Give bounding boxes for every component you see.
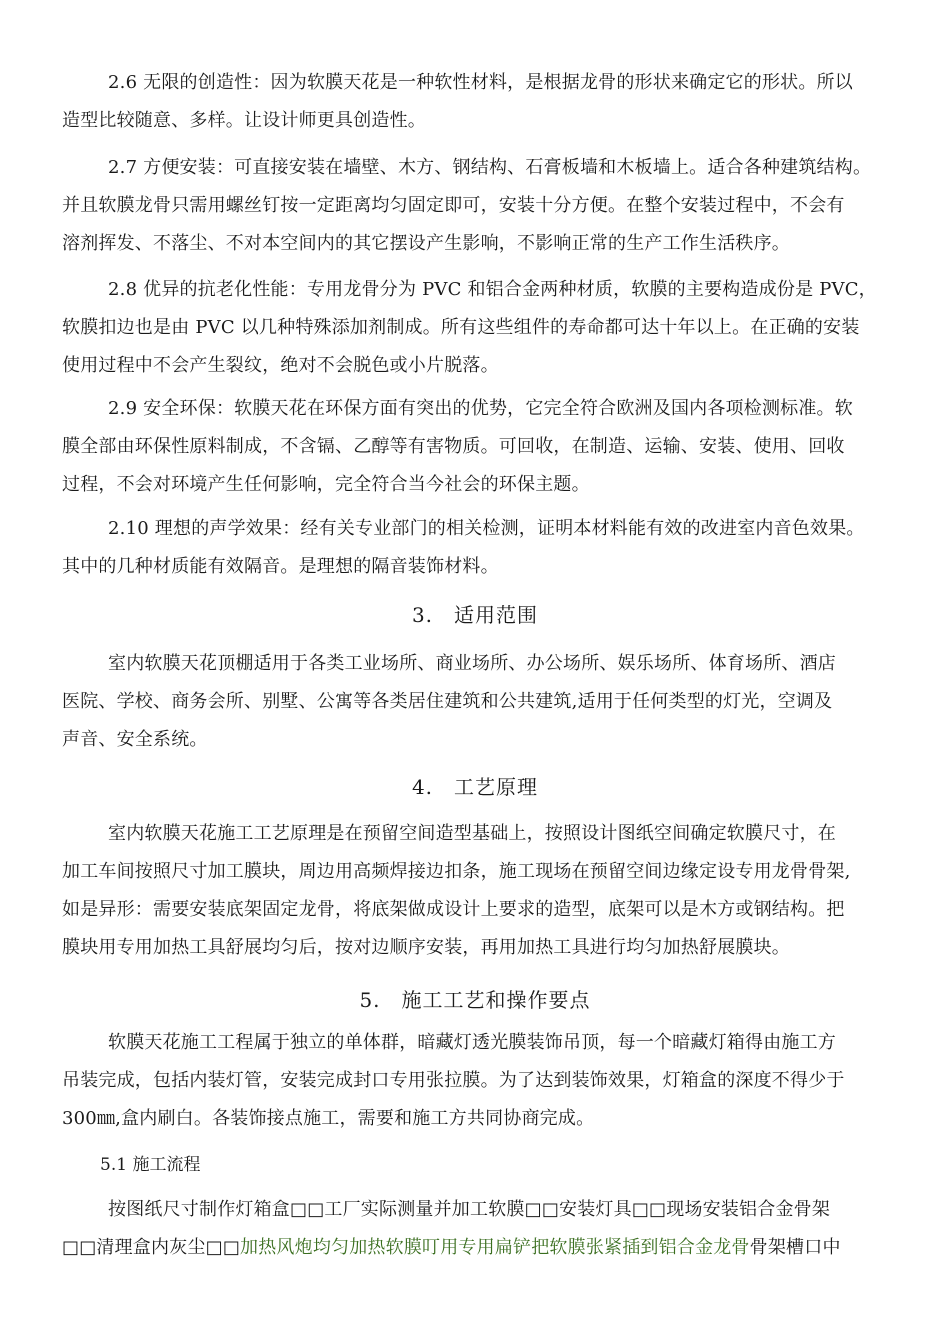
text-line: 吊装完成，包括内装灯管，安装完成封口专用张拉膜。为了达到装饰效果，灯箱盒的深度不得少于 [62, 1070, 845, 1091]
text-line: 室内软膜天花施工工艺原理是在预留空间造型基础上，按照设计图纸空间确定软膜尺寸，在 [108, 823, 836, 844]
text-line: 软膜天花施工工程属于独立的单体群，暗藏灯透光膜装饰吊顶，每一个暗藏灯箱得由施工方 [108, 1032, 836, 1053]
paragraph-2-10 [62, 510, 892, 586]
text-line: 300㎜,盒内刷白。各装饰接点施工，需要和施工方共同协商完成。 [62, 1108, 595, 1129]
subsection-5-1-heading: 5.1 施工流程 [100, 1155, 201, 1175]
section-3-heading: 3. 适用范围 [411, 603, 539, 627]
text-line: 过程，不会对环境产生任何影响，完全符合当今社会的环保主题。 [62, 474, 590, 495]
text-line: 软膜扣边也是由 PVC 以几种特殊添加剂制成。所有这些组件的寿命都可达十年以上。在正确的安装 [62, 317, 860, 338]
flow-text-segment: 骨架槽口中 [749, 1237, 841, 1258]
construction-flow-paragraph [62, 1191, 892, 1267]
text-line: 室内软膜天花顶棚适用于各类工业场所、商业场所、办公场所、娱乐场所、体育场所、酒店 [108, 653, 836, 674]
paragraph-2-8 [62, 271, 892, 385]
flow-text-highlight: 加热风炮均匀加热软膜叮用专用扁铲把软膜张紧插到铝合金龙骨 [240, 1237, 750, 1258]
section-4-heading: 4. 工艺原理 [411, 775, 539, 799]
text-line: 2.8 优异的抗老化性能：专用龙骨分为 PVC 和铝合金两种材质，软膜的主要构造成份是 PVC， [108, 279, 877, 300]
flow-text-segment: □□清理盒内灰尘□□ [62, 1237, 241, 1258]
paragraph-2-6 [62, 64, 892, 140]
text-line [62, 1229, 892, 1267]
text-line: 膜块用专用加热工具舒展均匀后，按对边顺序安装，再用加热工具进行均匀加热舒展膜块。 [62, 937, 790, 958]
section-5-heading: 5. 施工工艺和操作要点 [359, 988, 591, 1012]
section-4-paragraph [62, 815, 892, 967]
text-line: 加工车间按照尺寸加工膜块，周边用高频焊接边扣条，施工现场在预留空间边缘定设专用龙骨骨架, [62, 861, 851, 882]
text-line: 2.7 方便安装：可直接安装在墙壁、木方、钢结构、石膏板墙和木板墙上。适合各种建筑结构。 [108, 157, 872, 178]
text-line: 按图纸尺寸制作灯箱盒□□工厂实际测量并加工软膜□□安装灯具□□现场安装铝合金骨架 [108, 1199, 831, 1220]
text-line: 声音、安全系统。 [62, 729, 208, 750]
text-line: 2.10 理想的声学效果：经有关专业部门的相关检测，证明本材料能有效的改进室内音色效果。 [108, 518, 865, 539]
text-line: 如是异形：需要安装底架固定龙骨，将底架做成设计上要求的造型，底架可以是木方或钢结构。把 [62, 899, 845, 920]
section-5-paragraph [62, 1024, 892, 1138]
paragraph-2-7 [62, 149, 892, 263]
text-line: 其中的几种材质能有效隔音。是理想的隔音装饰材料。 [62, 556, 499, 577]
text-line: 医院、学校、商务会所、别墅、公寓等各类居住建筑和公共建筑,适用于任何类型的灯光，空调及 [62, 691, 833, 712]
text-line: 膜全部由环保性原料制成，不含镉、乙醇等有害物质。可回收，在制造、运输、安装、使用、回收 [62, 436, 845, 457]
text-line: 使用过程中不会产生裂纹，绝对不会脱色或小片脱落。 [62, 355, 499, 376]
text-line: 并且软膜龙骨只需用螺丝钉按一定距离均匀固定即可，安装十分方便。在整个安装过程中，不会有 [62, 195, 845, 216]
paragraph-2-9 [62, 390, 892, 504]
text-line: 造型比较随意、多样。让设计师更具创造性。 [62, 110, 426, 131]
section-3-paragraph [62, 645, 892, 759]
text-line: 2.6 无限的创造性：因为软膜天花是一种软性材料，是根据龙骨的形状来确定它的形状。所以 [108, 72, 853, 93]
text-line: 2.9 安全环保：软膜天花在环保方面有突出的优势，它完全符合欧洲及国内各项检测标准。软 [108, 398, 853, 419]
text-line: 溶剂挥发、不落尘、不对本空间内的其它摆设产生影响，不影响正常的生产工作生活秩序。 [62, 233, 790, 254]
